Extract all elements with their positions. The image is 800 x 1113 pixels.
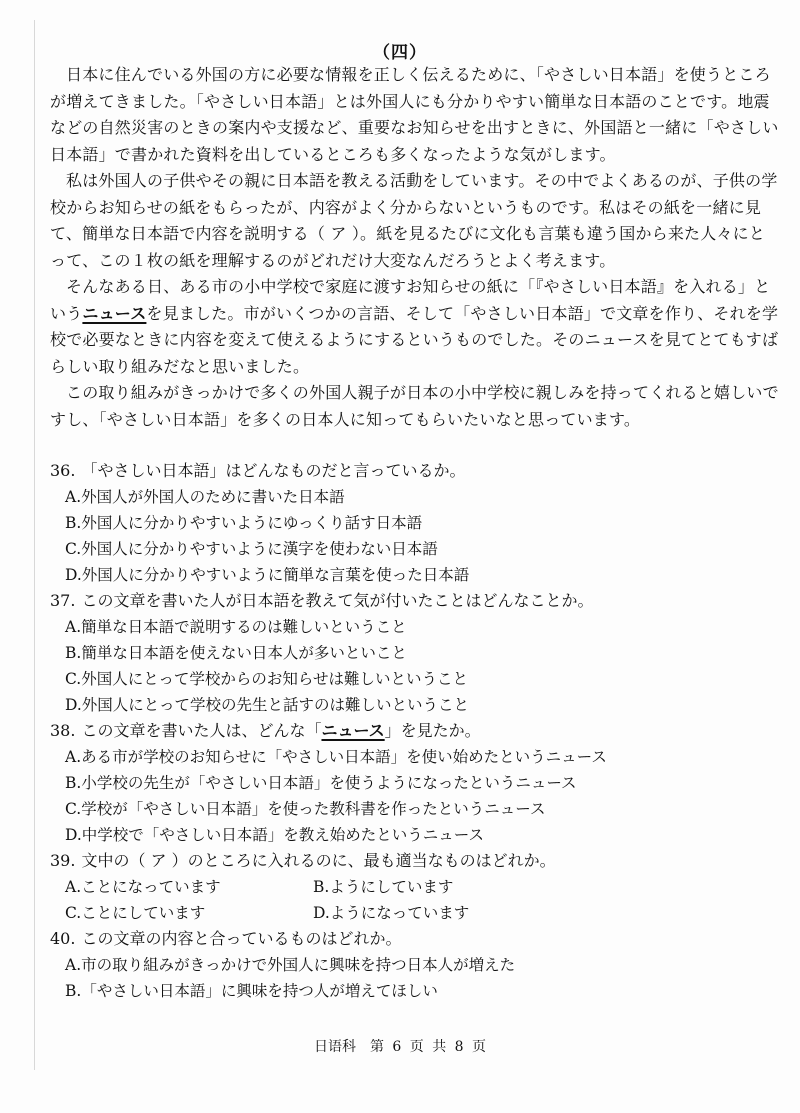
question-stem [50, 848, 780, 874]
option-a: A.ある市が学校のお知らせに「やさしい日本語」を使い始めたというニュース [65, 748, 607, 766]
option-d: D.外国人に分かりやすいように簡単な言葉を使った日本語 [65, 566, 470, 584]
question-number: 40. [50, 929, 76, 948]
passage-paragraph-1: 日本に住んでいる外国の方に必要な情報を正しく伝えるために、「やさしい日本語」を使うところが増えてきました。「やさしい日本語」とは外国人にも分かりやすい簡単な日本語のことです。地震などの自然災害のときの案内や支援など、重要なお知らせを出すときに、外国語と一緒に「やさしい日本語」で書かれた資料を出しているところも多くなったような気がします。 [50, 65, 779, 164]
section-title: （四） [373, 43, 427, 63]
question-36 [50, 458, 780, 588]
question-text-start: この文章を書いた人は、どんな「 [81, 721, 322, 740]
question-40 [50, 926, 780, 1004]
underlined-news-word: ニュース [321, 721, 385, 740]
question-list [50, 458, 780, 1004]
question-stem [50, 926, 780, 952]
option-c: C.ことにしています [65, 904, 206, 922]
question-stem [50, 588, 780, 614]
option-b: B.「やさしい日本語」に興味を持つ人が増えてほしい [65, 982, 438, 1000]
passage-paragraph-3 [50, 274, 780, 380]
option-c: C.学校が「やさしい日本語」を使った教科書を作ったというニュース [65, 800, 546, 818]
option-b: B.簡単な日本語を使えない日本人が多いといこと [65, 644, 407, 662]
question-text: 「やさしい日本語」はどんなものだと言っているか。 [81, 461, 466, 480]
question-number: 38. [50, 721, 76, 740]
question-39 [50, 848, 780, 926]
option-a: A.外国人が外国人のために書いた日本語 [65, 488, 345, 506]
option-a: A.市の取り組みがきっかけで外国人に興味を持つ日本人が増えた [65, 956, 516, 974]
question-number: 39. [50, 851, 76, 870]
page-edge-line [34, 20, 35, 1070]
option-c: C.外国人に分かりやすいように漢字を使わない日本語 [65, 540, 438, 558]
underlined-news-word: ニュース [82, 303, 147, 323]
question-text: この文章を書いた人が日本語を教えて気が付いたことはどんなことか。 [81, 591, 594, 610]
question-text: この文章の内容と合っているものはどれか。 [81, 929, 402, 948]
option-b: B.ようにしています [313, 878, 454, 896]
passage-paragraph-4: この取り組みがきっかけで多くの外国人親子が日本の小中学校に親しみを持ってくれると嬉しいですし、「やさしい日本語」を多くの日本人に知ってもらいたいなと思っています。 [50, 383, 779, 429]
passage-paragraph-3-start: そんなある日、ある市の小中学校で家庭に渡すお知らせの紙に「『やさしい日本語』を入れる」という [50, 277, 771, 323]
page-footer: 日语科 第 6 页 共 8 页 [313, 1039, 487, 1055]
option-b: B.外国人に分かりやすいようにゆっくり話す日本語 [65, 514, 423, 532]
option-d: D.中学校で「やさしい日本語」を教え始めたというニュース [65, 826, 485, 844]
question-number: 36. [50, 461, 76, 480]
question-text-end: 」を見たか。 [384, 721, 481, 740]
question-38 [50, 718, 780, 848]
option-a: A.ことになっています [65, 878, 221, 896]
question-stem [50, 718, 780, 744]
question-number: 37. [50, 591, 76, 610]
option-a: A.簡単な日本語で説明するのは難しいということ [65, 618, 407, 636]
option-b: B.小学校の先生が「やさしい日本語」を使うようになったというニュース [65, 774, 577, 792]
passage-paragraph-2: 私は外国人の子供やその親に日本語を教える活動をしています。その中でよくあるのが、子供の学校からお知らせの紙をもらったが、内容がよく分からないというものです。私はその紙を一緒に見て、簡単な日本語で内容を説明する（ ア ）。紙を見るたびに文化も言葉も違う国から来た人々にとって、この１枚の紙を理解するのがどれだけ大変なんだろうとよく考えます。 [50, 171, 778, 270]
option-c: C.外国人にとって学校からのお知らせは難しいということ [65, 670, 468, 688]
option-d: D.ようになっています [313, 904, 470, 922]
passage-paragraph-3-end: を見ました。市がいくつかの言語、そして「やさしい日本語」で文章を作り、それを学校で必要なときに内容を変えて使えるようにするというものでした。そのニュースを見てとてもすばらしい取り組みだなと思いました。 [50, 303, 779, 376]
question-stem [50, 458, 780, 484]
option-d: D.外国人にとって学校の先生と話すのは難しいということ [65, 696, 469, 714]
question-37 [50, 588, 780, 718]
reading-passage [50, 62, 780, 433]
option-grid [50, 874, 780, 926]
question-text: 文中の（ ア ）のところに入れるのに、最も適当なものはどれか。 [81, 851, 556, 870]
